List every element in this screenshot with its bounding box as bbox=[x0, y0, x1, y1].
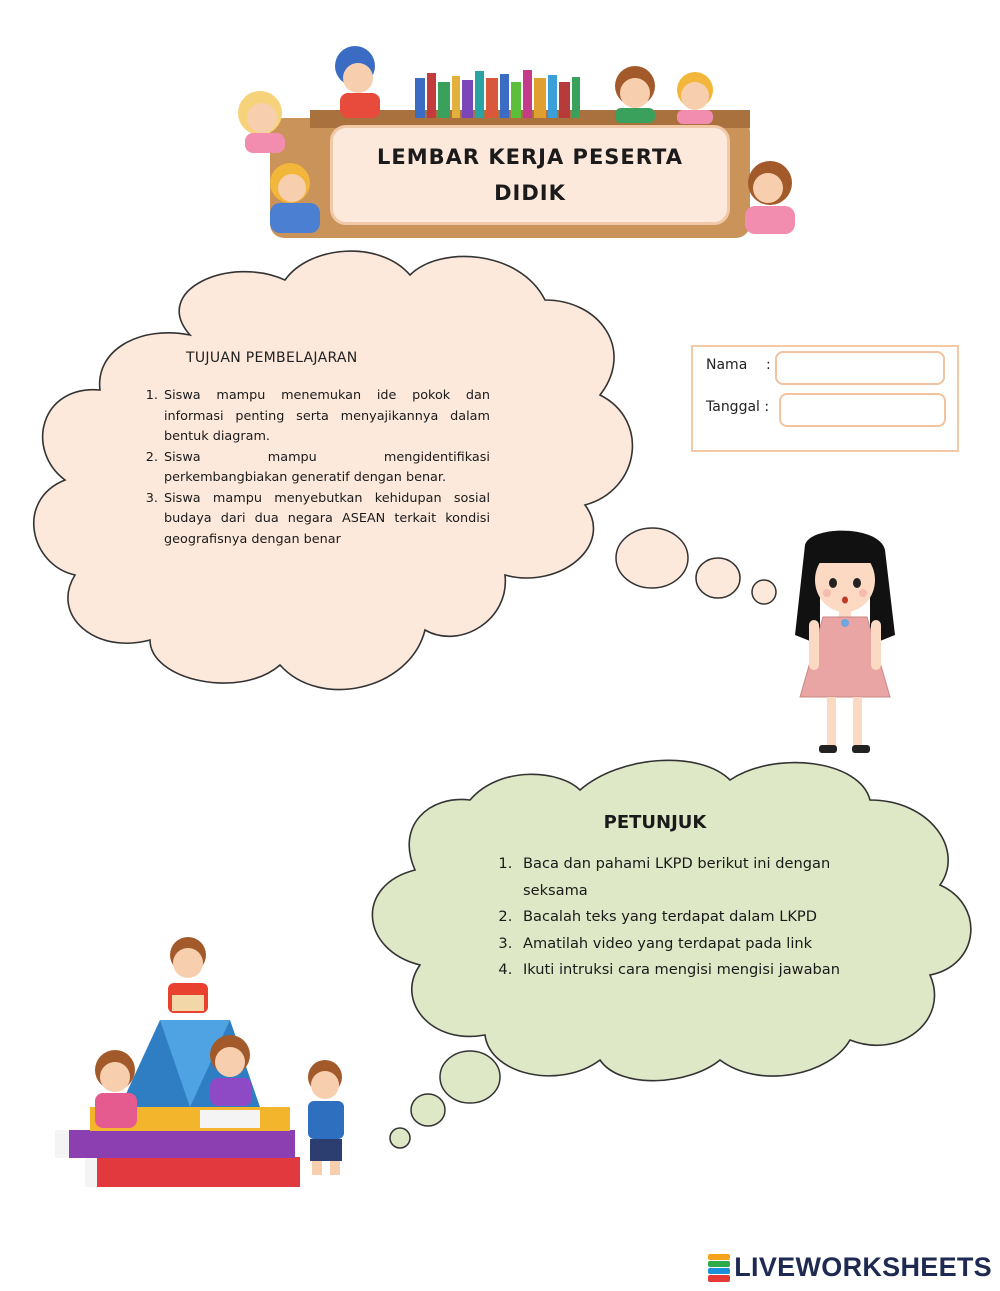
liveworksheets-icon bbox=[708, 1254, 730, 1282]
header-title-line-2: DIDIK bbox=[494, 181, 566, 205]
kid-right-bottom bbox=[745, 161, 795, 234]
liveworksheets-brand-text: LIVEWORKSHEETS bbox=[734, 1252, 992, 1282]
date-input[interactable] bbox=[779, 393, 946, 427]
header-title-line-1: LEMBAR KERJA PESERTA bbox=[377, 145, 683, 169]
objectives-section bbox=[130, 350, 490, 550]
kid-top-cap bbox=[335, 46, 380, 118]
liveworksheets-logo bbox=[708, 1252, 992, 1283]
instruction-thought-bubbles bbox=[390, 1051, 500, 1148]
instruction-item: 1. Baca dan pahami LKPD berikut ini dengan seksama bbox=[517, 851, 860, 904]
name-input[interactable] bbox=[775, 351, 945, 385]
identity-box bbox=[691, 345, 959, 452]
kid-top-right bbox=[615, 66, 655, 123]
kid-left-top bbox=[238, 91, 285, 153]
instructions-section bbox=[480, 812, 860, 984]
name-label: Nama bbox=[706, 357, 748, 373]
objective-item: 1. Siswa mampu menemukan ide pokok dan informasi penting serta menyajikannya dalam bentuk diagram. bbox=[162, 386, 490, 448]
objective-item: 2. Siswa mampu mengidentifikasi perkembangbiakan generatif dengan benar. bbox=[162, 448, 490, 489]
objective-thought-bubbles bbox=[616, 528, 776, 604]
instructions-heading: PETUNJUK bbox=[603, 812, 707, 833]
instruction-item: 4. Ikuti intruksi cara mengisi mengisi jawaban bbox=[517, 957, 860, 984]
objectives-heading: TUJUAN PEMBELAJARAN bbox=[186, 350, 358, 366]
books-row bbox=[415, 70, 580, 118]
header-title-box bbox=[330, 125, 730, 225]
instruction-item: 2. Bacalah teks yang terdapat dalam LKPD bbox=[517, 904, 860, 931]
girl-character-illustration bbox=[785, 525, 905, 760]
name-colon: : bbox=[766, 357, 771, 373]
instructions-list bbox=[480, 851, 860, 984]
kids-on-books-illustration bbox=[50, 935, 370, 1195]
objective-item: 3. Siswa mampu menyebutkan kehidupan sosial budaya dari dua negara ASEAN terkait kondisi geografisnya dengan benar bbox=[162, 489, 490, 551]
date-label: Tanggal : bbox=[706, 399, 770, 415]
kid-top-far-right bbox=[677, 72, 713, 124]
instruction-item: 3. Amatilah video yang terdapat pada link bbox=[517, 931, 860, 958]
objectives-list bbox=[130, 386, 490, 550]
